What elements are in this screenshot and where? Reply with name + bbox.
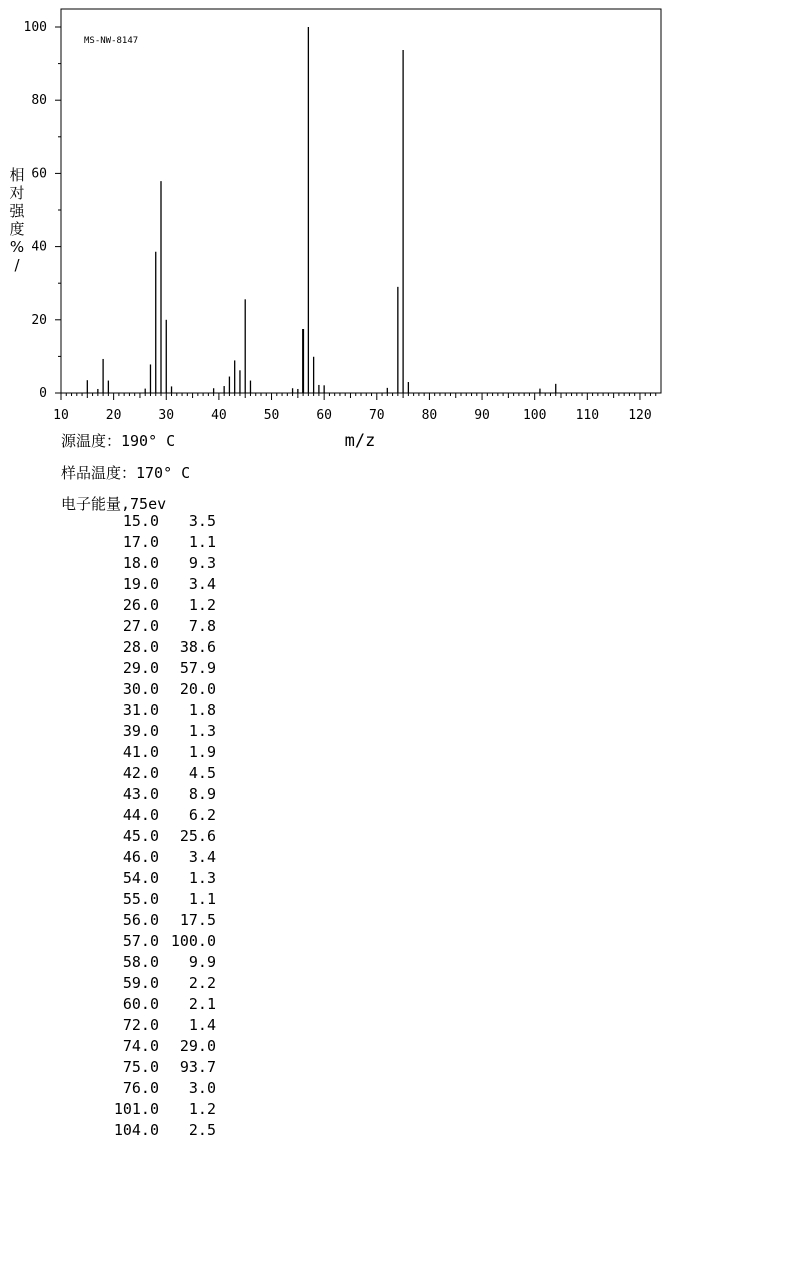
- peak-intensity: 25.6: [179, 827, 216, 845]
- y-tick-label: 40: [31, 239, 47, 255]
- peak-mz: 104.0: [113, 1121, 159, 1139]
- peak-mz: 45.0: [122, 827, 159, 845]
- peak-row: [52, 784, 222, 805]
- peak-row: [52, 910, 222, 931]
- source-temperature: 源温度：190° C: [61, 432, 176, 450]
- y-axis-label: [9, 166, 25, 274]
- chart-annotation: MS-NW-8147: [84, 36, 139, 46]
- peak-row: [52, 847, 222, 868]
- peak-mz: 54.0: [122, 869, 159, 887]
- x-axis-label: m/z: [344, 431, 376, 451]
- x-axis: [53, 393, 656, 423]
- peak-mz: 18.0: [122, 554, 159, 572]
- peak-mz: 17.0: [122, 533, 159, 551]
- y-tick-label: 20: [31, 312, 47, 328]
- y-tick-label: 0: [39, 386, 47, 401]
- y-tick-label: 60: [31, 166, 47, 182]
- peak-row: [52, 574, 222, 595]
- peak-intensity: 93.7: [179, 1058, 216, 1076]
- peak-intensity: 7.8: [188, 617, 216, 635]
- peak-mz: 27.0: [122, 617, 159, 635]
- peak-row: [52, 616, 222, 637]
- peak-row: [52, 511, 222, 532]
- peak-intensity: 1.4: [188, 1016, 216, 1034]
- peak-row: [52, 1120, 222, 1141]
- peak-mz: 43.0: [122, 785, 159, 803]
- peak-intensity: 2.1: [188, 995, 216, 1013]
- peak-intensity: 2.5: [188, 1121, 216, 1139]
- peak-intensity: 1.3: [188, 722, 216, 740]
- peak-mz: 76.0: [122, 1079, 159, 1097]
- peak-row: [52, 826, 222, 847]
- x-tick-label: 70: [368, 408, 385, 423]
- peak-intensity: 38.6: [179, 638, 216, 656]
- peak-intensity: 17.5: [179, 911, 216, 929]
- peak-intensity: 29.0: [179, 1037, 216, 1055]
- peak-row: [52, 721, 222, 742]
- y-axis: [24, 20, 61, 401]
- peak-row: [52, 889, 222, 910]
- peak-intensity: 1.2: [188, 1100, 216, 1118]
- x-tick-label: 110: [575, 408, 600, 423]
- peak-mz: 59.0: [122, 974, 159, 992]
- peak-mz: 74.0: [122, 1037, 159, 1055]
- y-label-char: /: [14, 256, 20, 274]
- peak-row: [52, 805, 222, 826]
- peak-mz: 26.0: [122, 596, 159, 614]
- x-tick-label: 120: [628, 408, 652, 423]
- peak-mz: 29.0: [122, 659, 159, 677]
- peak-intensity: 9.3: [188, 554, 216, 572]
- peak-row: [52, 1078, 222, 1099]
- y-label-char: 对: [9, 184, 25, 202]
- peak-mz: 55.0: [122, 890, 159, 908]
- peak-row: [52, 658, 222, 679]
- peak-row: [52, 742, 222, 763]
- x-tick-label: 90: [474, 408, 490, 423]
- plot-frame: [61, 9, 661, 393]
- y-tick-label: 100: [23, 20, 47, 35]
- y-tick-label: 80: [31, 93, 47, 109]
- x-tick-label: 80: [421, 408, 438, 423]
- peak-row: [52, 1036, 222, 1057]
- x-tick-label: 40: [211, 408, 227, 423]
- peaks: [87, 27, 555, 393]
- x-tick-label: 100: [522, 408, 547, 423]
- peak-intensity: 1.8: [188, 701, 216, 719]
- peak-mz: 57.0: [122, 932, 159, 950]
- peak-table: [52, 511, 222, 1141]
- x-tick-label: 20: [105, 408, 122, 423]
- peak-row: [52, 931, 222, 952]
- peak-row: [52, 553, 222, 574]
- peak-intensity: 57.9: [179, 659, 216, 677]
- peak-mz: 30.0: [122, 680, 159, 698]
- peak-intensity: 1.9: [188, 743, 216, 761]
- peak-intensity: 1.3: [188, 869, 216, 887]
- sample-temperature: 样品温度：170° C: [61, 464, 191, 482]
- x-tick-label: 30: [158, 408, 175, 423]
- x-tick-label: 50: [263, 408, 280, 423]
- peak-row: [52, 763, 222, 784]
- peak-intensity: 2.2: [188, 974, 216, 992]
- peak-intensity: 4.5: [188, 764, 216, 782]
- peak-intensity: 1.1: [188, 890, 216, 908]
- y-label-char: 强: [9, 202, 25, 220]
- peak-mz: 60.0: [122, 995, 159, 1013]
- x-tick-label: 10: [53, 408, 69, 423]
- peak-row: [52, 973, 222, 994]
- peak-row: [52, 679, 222, 700]
- peak-mz: 44.0: [122, 806, 159, 824]
- peak-mz: 56.0: [122, 911, 159, 929]
- peak-mz: 15.0: [122, 512, 159, 530]
- peak-intensity: 9.9: [188, 953, 216, 971]
- peak-intensity: 100.0: [170, 932, 216, 950]
- peak-row: [52, 532, 222, 553]
- peak-mz: 72.0: [122, 1016, 159, 1034]
- peak-intensity: 1.2: [188, 596, 216, 614]
- peak-row: [52, 952, 222, 973]
- peak-intensity: 3.4: [188, 848, 216, 866]
- peak-row: [52, 868, 222, 889]
- peak-intensity: 20.0: [179, 680, 216, 698]
- peak-intensity: 1.1: [188, 533, 216, 551]
- peak-mz: 58.0: [122, 953, 159, 971]
- peak-mz: 46.0: [122, 848, 159, 866]
- peak-mz: 41.0: [122, 743, 159, 761]
- peak-row: [52, 1015, 222, 1036]
- y-label-char: %: [9, 238, 25, 256]
- peak-mz: 101.0: [113, 1100, 159, 1118]
- peak-row: [52, 1099, 222, 1120]
- peak-mz: 19.0: [122, 575, 159, 593]
- peak-mz: 42.0: [122, 764, 159, 782]
- mass-spectrum-chart: [0, 0, 794, 455]
- peak-row: [52, 637, 222, 658]
- electron-energy: 电子能量,75ev: [61, 495, 167, 513]
- peak-mz: 75.0: [122, 1058, 159, 1076]
- x-tick-label: 60: [316, 408, 332, 423]
- peak-mz: 31.0: [122, 701, 159, 719]
- y-label-char: 度: [9, 220, 25, 238]
- peak-row: [52, 1057, 222, 1078]
- peak-mz: 39.0: [122, 722, 159, 740]
- peak-row: [52, 595, 222, 616]
- peak-intensity: 3.4: [188, 575, 216, 593]
- peak-intensity: 6.2: [188, 806, 216, 824]
- peak-row: [52, 700, 222, 721]
- y-label-char: 相: [9, 166, 25, 184]
- peak-intensity: 3.0: [188, 1079, 216, 1097]
- peak-intensity: 8.9: [188, 785, 216, 803]
- peak-mz: 28.0: [122, 638, 159, 656]
- peak-row: [52, 994, 222, 1015]
- peak-intensity: 3.5: [188, 512, 216, 530]
